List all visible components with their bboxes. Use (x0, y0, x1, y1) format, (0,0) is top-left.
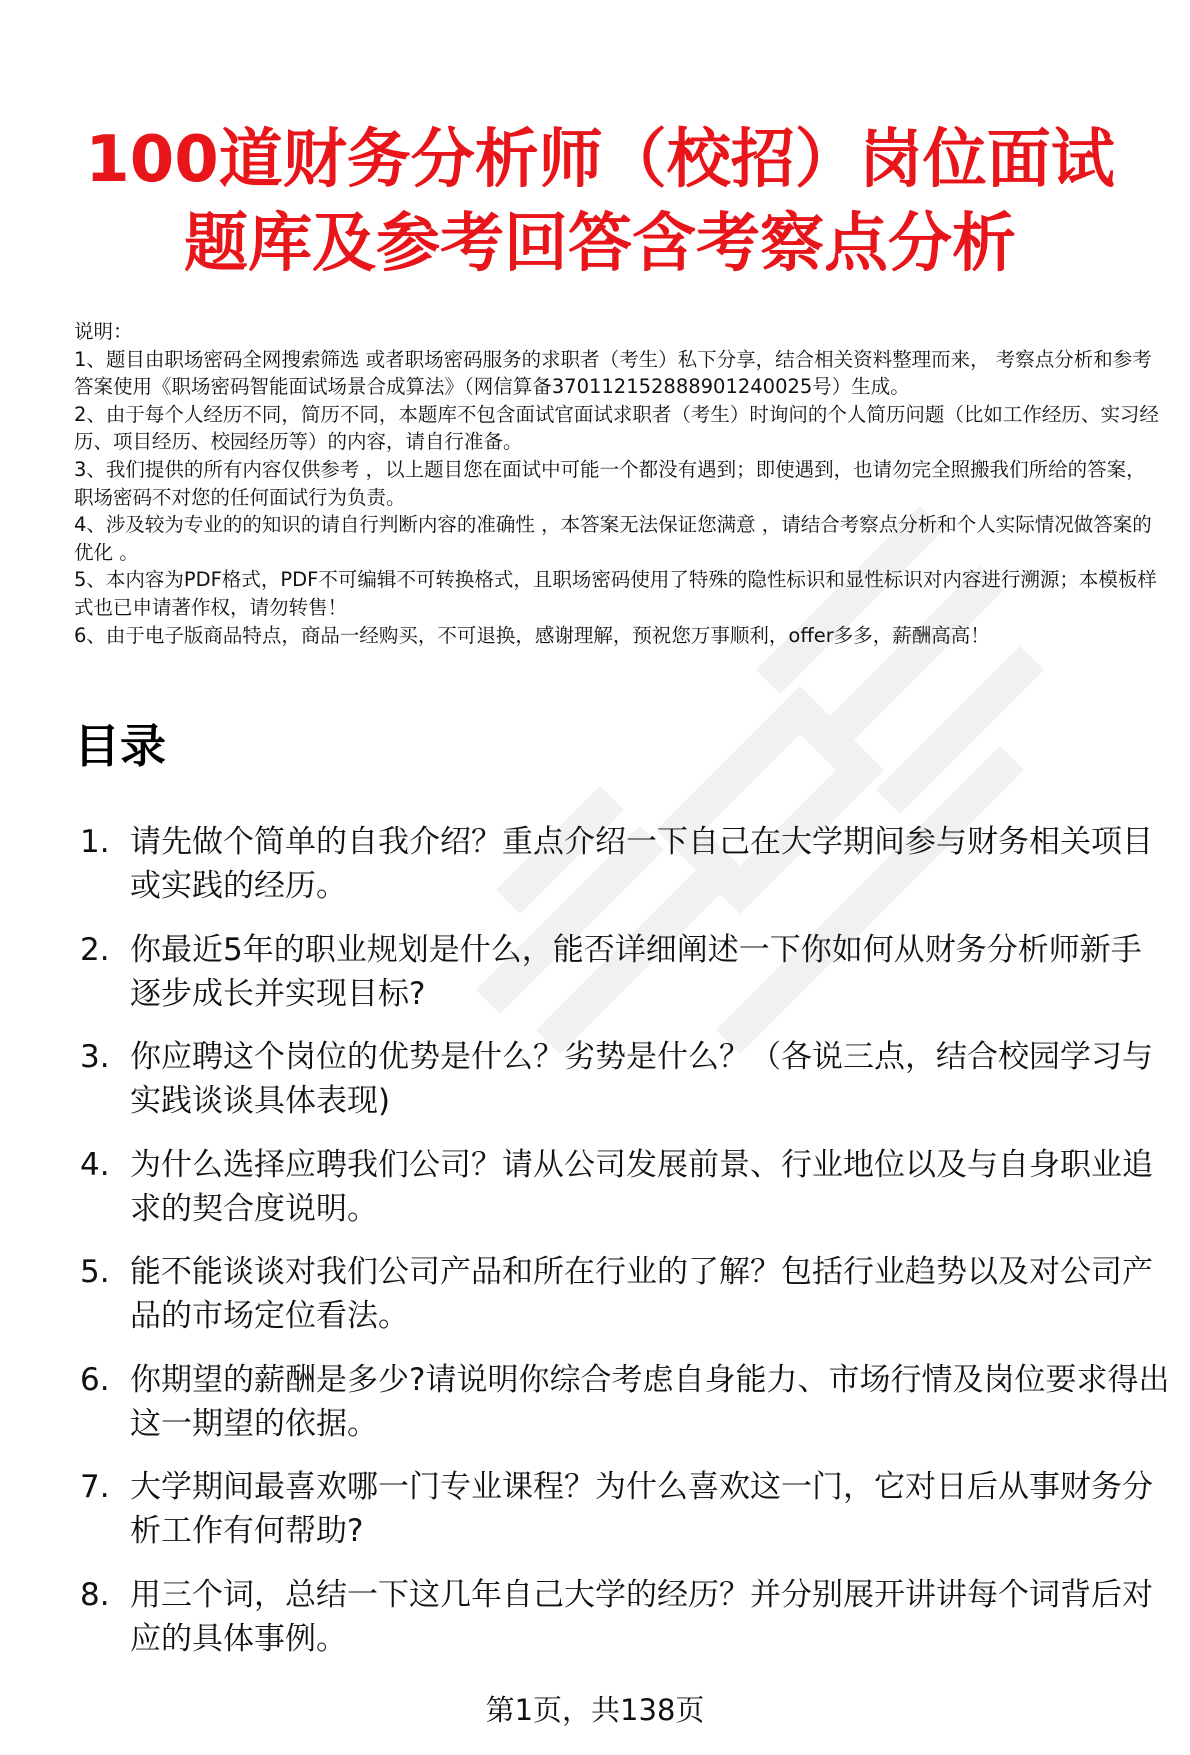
instruction-item: 6、由于电子版商品特点，商品一经购买，不可退换，感谢理解，预祝您万事顺利，offer多多，薪酬高高！ (74, 623, 990, 647)
toc-item-text: 你应聘这个岗位的优势是什么？劣势是什么？（各说三点，结合校园学习与实践谈谈具体表现) (130, 1039, 1153, 1119)
toc-item-number: 8. (80, 1576, 110, 1613)
instruction-item: 5、本内容为PDF格式，PDF不可编辑不可转换格式，且职场密码使用了特殊的隐性标识和显性标识对内容进行溯源；本模板样式也已申请著作权，请勿转售！ (74, 568, 1157, 619)
toc-item[interactable] (74, 928, 1170, 1016)
toc-item-number: 3. (80, 1039, 110, 1075)
instruction-item: 3、我们提供的所有内容仅供参考 ，以上题目您在面试中可能一个都没有遇到；即使遇到，也请勿完全照搬我们所给的答案，职场密码不对您的任何面试行为负责。 (74, 457, 1146, 509)
toc-item[interactable] (74, 1573, 1170, 1661)
toc-item-number: 4. (80, 1146, 110, 1183)
toc-item[interactable] (74, 1358, 1170, 1446)
toc-item[interactable] (74, 1035, 1170, 1123)
instruction-item: 2、由于每个人经历不同，简历不同，本题库不包含面试官面试求职者（考生）时询问的个人简历问题（比如工作经历、实习经历、项目经历、校园经历等）的内容，请自行准备。 (74, 402, 1159, 454)
toc-item-number: 1. (80, 824, 110, 860)
document-title-line-1: 100道财务分析师（校招）岗位面试 (85, 123, 1115, 197)
toc-item-number: 2. (80, 931, 110, 968)
document-title-line-2: 题库及参考回答含考察点分析 (184, 207, 1016, 281)
toc-item-text: 为什么选择应聘我们公司？请从公司发展前景、行业地位以及与自身职业追求的契合度说明。 (130, 1146, 1153, 1227)
toc-item-text: 请先做个简单的自我介绍？重点介绍一下自己在大学期间参与财务相关项目或实践的经历。 (130, 824, 1153, 904)
toc-item-text: 你期望的薪酬是多少?请说明你综合考虑自身能力、市场行情及岗位要求得出这一期望的依据。 (130, 1361, 1170, 1442)
instructions-label: 说明： (74, 320, 133, 343)
toc-item[interactable] (74, 1250, 1170, 1338)
instructions-section (74, 318, 1164, 649)
document-title (60, 118, 1140, 286)
toc-item-number: 7. (80, 1469, 110, 1505)
toc-item-text: 能不能谈谈对我们公司产品和所在行业的了解？包括行业趋势以及对公司产品的市场定位看法。 (130, 1254, 1153, 1334)
toc-item-text: 大学期间最喜欢哪一门专业课程？为什么喜欢这一门，它对日后从事财务分析工作有何帮助? (130, 1469, 1153, 1549)
instruction-item: 1、题目由职场密码全网搜索筛选 或者职场密码服务的求职者（考生）私下分享，结合相关资料整理而来， 考察点分析和参考答案使用《职场密码智能面试场景合成算法》（网信算备370112152888901240025号）生成。 (74, 347, 1152, 399)
toc-item[interactable] (74, 820, 1170, 908)
toc-item-number: 6. (80, 1361, 110, 1398)
toc-list (74, 820, 1170, 1680)
toc-item-text: 用三个词，总结一下这几年自己大学的经历？并分别展开讲讲每个词背后对应的具体事例。 (130, 1576, 1153, 1657)
toc-item-number: 5. (80, 1254, 110, 1290)
toc-heading: 目录 (74, 719, 166, 773)
toc-item[interactable] (74, 1143, 1170, 1231)
toc-item[interactable] (74, 1465, 1170, 1553)
page-number: 第1页，共138页 (485, 1693, 705, 1727)
toc-item-text: 你最近5年的职业规划是什么，能否详细阐述一下你如何从财务分析师新手逐步成长并实现目标? (130, 931, 1142, 1012)
instruction-item: 4、涉及较为专业的的知识的请自行判断内容的准确性 ，本答案无法保证您满意 ，请结合考察点分析和个人实际情况做答案的优化 。 (74, 513, 1152, 564)
